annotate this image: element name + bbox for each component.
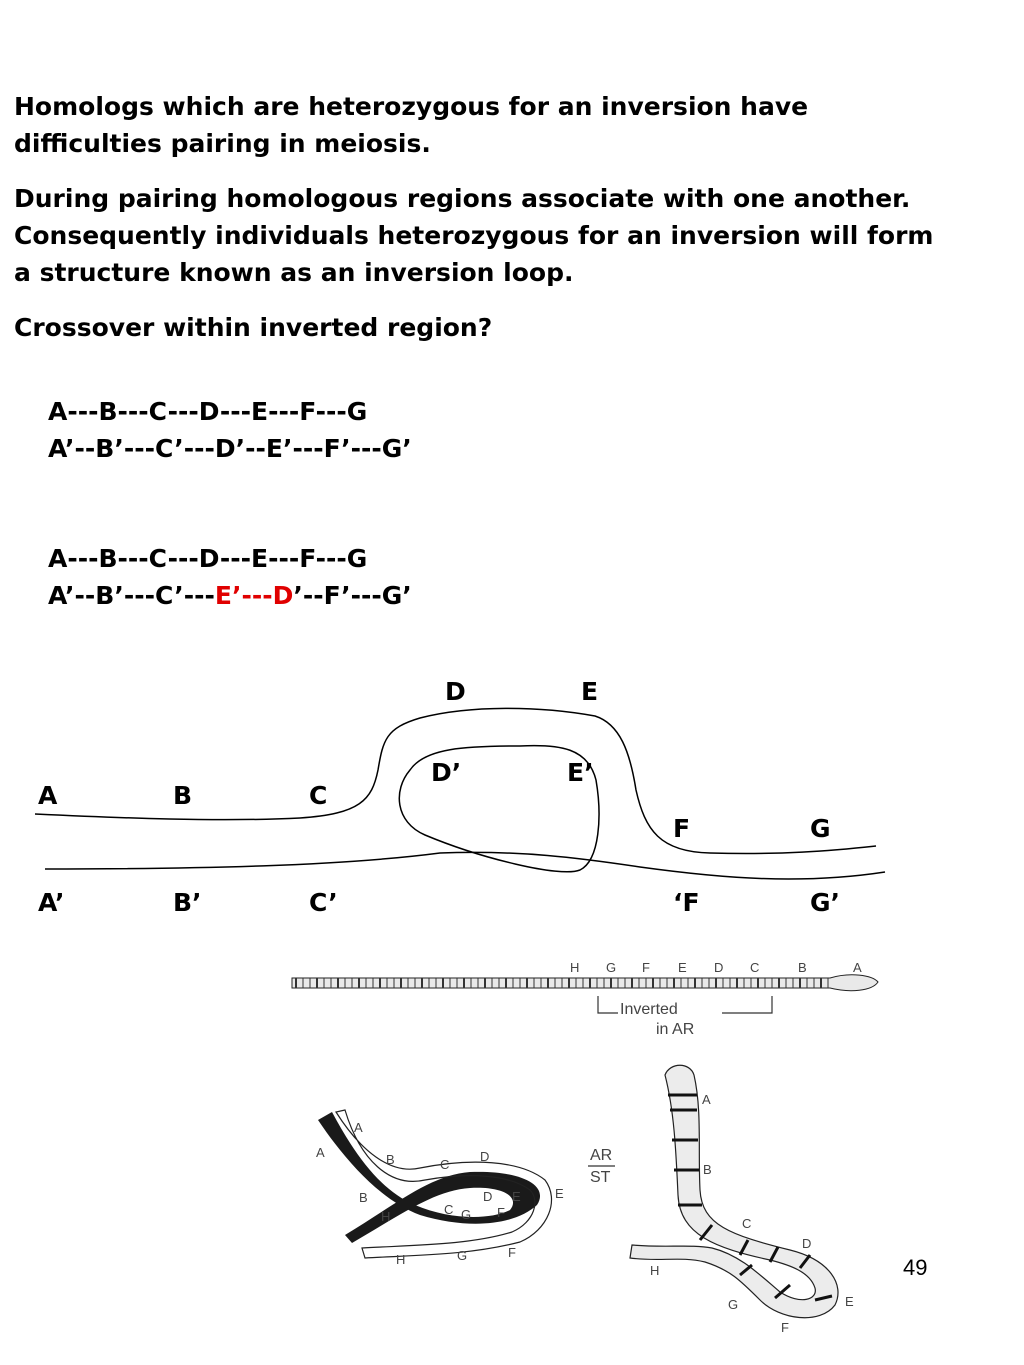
right-chrom-label-C: C <box>742 1216 752 1231</box>
inverted-prefix: A’--B’---C’--- <box>48 581 215 610</box>
label-B: B <box>173 781 193 810</box>
label-E-prime: E’ <box>567 758 594 787</box>
paragraph-1-line-1: Homologs which are heterozygous for an inversion have <box>14 92 809 121</box>
label-C-prime: C’ <box>309 888 338 917</box>
right-chrom-label-D: D <box>802 1236 812 1251</box>
label-B-prime: B’ <box>173 888 202 917</box>
left-loop-label-C-inner: C <box>444 1202 454 1217</box>
right-chrom-label-E: E <box>845 1294 854 1309</box>
band-label-B: B <box>798 960 807 975</box>
left-loop-label-F-inner: F <box>497 1205 505 1220</box>
left-loop-label-E-inner: E <box>512 1189 521 1204</box>
st-label: ST <box>590 1169 611 1186</box>
left-loop-label-D-inner: D <box>483 1189 493 1204</box>
in-ar-label: in AR <box>656 1021 695 1038</box>
left-loop-label-H-inner: H <box>381 1209 391 1224</box>
left-loop-label-F-outer: F <box>508 1245 516 1260</box>
paragraph-3: Crossover within inverted region? <box>14 313 493 342</box>
left-loop-label-H-outer: H <box>396 1252 406 1267</box>
normal-sequence-top: A---B---C---D---E---F---G <box>48 397 368 426</box>
left-loop-label-G-inner: G <box>461 1207 472 1222</box>
left-loop-label-D-outer: D <box>480 1149 490 1164</box>
label-D-prime: D’ <box>431 758 462 787</box>
label-G-prime: G’ <box>810 888 841 917</box>
label-G: G <box>810 814 831 843</box>
label-A: A <box>38 781 58 810</box>
normal-sequence-bottom: A’--B’---C’---D’--E’---F’---G’ <box>48 434 412 463</box>
left-loop-label-A-outer: A <box>354 1120 363 1135</box>
band-label-A: A <box>853 960 862 975</box>
band-label-F: F <box>642 960 650 975</box>
right-coiled-chromosome <box>630 1065 838 1317</box>
left-loop-label-E-outer: E <box>555 1186 564 1201</box>
band-label-C: C <box>750 960 760 975</box>
right-chrom-label-B: B <box>703 1162 712 1177</box>
right-chrom-label-A: A <box>702 1092 711 1107</box>
band-label-D: D <box>714 960 724 975</box>
left-loop-label-A-inner: A <box>316 1145 325 1160</box>
band-label-E: E <box>678 960 687 975</box>
paragraph-1-line-2: difficulties pairing in meiosis. <box>14 129 431 158</box>
band-label-G: G <box>606 960 617 975</box>
left-loop-label-G-outer: G <box>457 1248 468 1263</box>
label-D: D <box>445 677 466 706</box>
paragraph-2-line-2: Consequently individuals heterozygous for an inversion will form <box>14 221 934 250</box>
inverted-sequence-top: A---B---C---D---E---F---G <box>48 544 368 573</box>
inverted-label: Inverted <box>620 1001 678 1018</box>
ar-label: AR <box>590 1147 613 1164</box>
label-E: E <box>581 677 599 706</box>
right-chrom-label-H: H <box>650 1263 660 1278</box>
paragraph-2-line-3: a structure known as an inversion loop. <box>14 258 574 287</box>
left-loop-label-B-outer: B <box>386 1152 395 1167</box>
band-label-H: H <box>570 960 580 975</box>
paragraph-2-line-1: During pairing homologous regions associate with one another. <box>14 184 911 213</box>
left-loop-label-B-inner: B <box>359 1190 368 1205</box>
left-loop-label-C-outer: C <box>440 1157 450 1172</box>
inverted-suffix: ’--F’---G’ <box>293 581 412 610</box>
label-F-prime: ‘F <box>673 888 700 917</box>
label-C: C <box>309 781 328 810</box>
right-chrom-label-G: G <box>728 1297 739 1312</box>
inverted-highlight: E’---D <box>214 581 294 610</box>
label-F: F <box>673 814 691 843</box>
right-chrom-label-F: F <box>781 1320 789 1335</box>
page-number: 49 <box>903 1255 928 1280</box>
label-A-prime: A’ <box>38 888 65 917</box>
